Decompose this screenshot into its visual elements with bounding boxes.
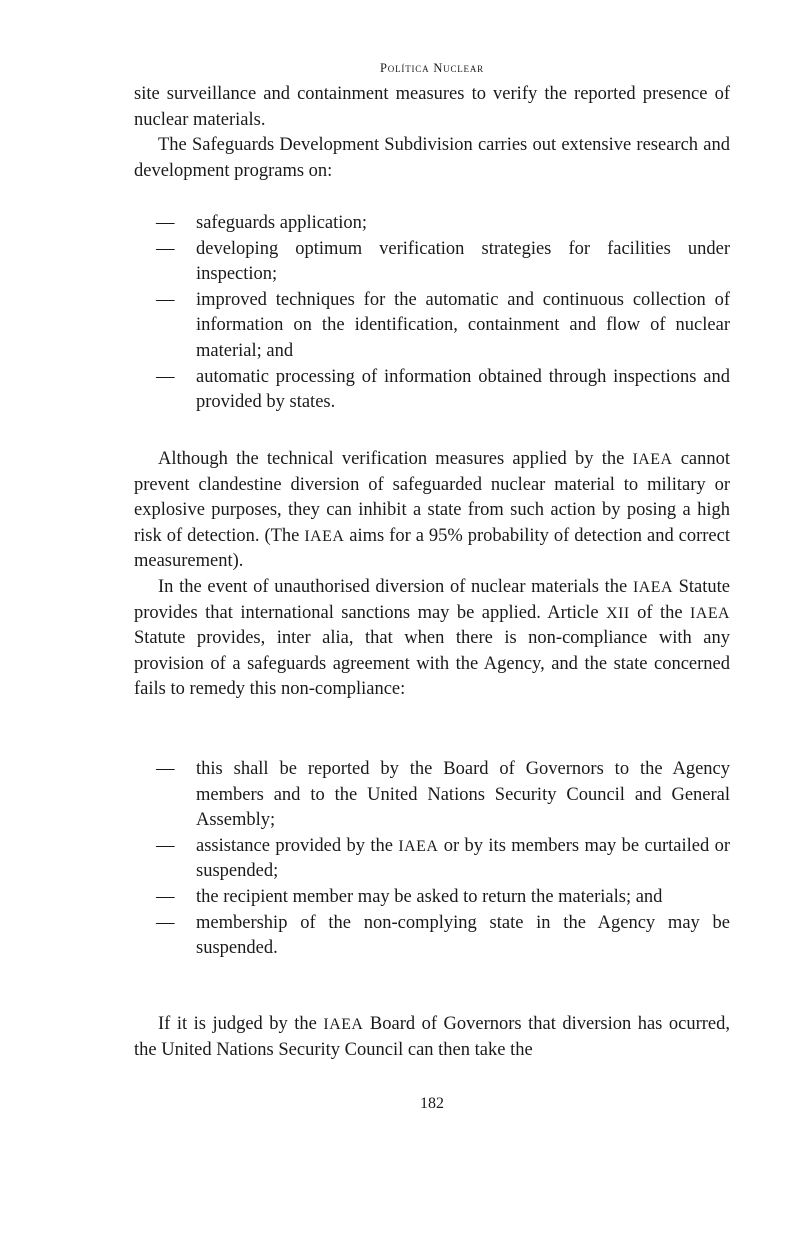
list-item-text: this shall be reported by the Board of Governors to the Agency members and to the United Nations Security Council and General Assembly; [196, 759, 730, 831]
section-verification [134, 447, 730, 703]
acronym-iaea: IAEA [632, 578, 673, 596]
paragraph-security-council: If it is judged by the IAEA Board of Governors that diversion has ocurred, the United Nations Security Council can then take the [134, 1014, 730, 1060]
list-item-text: safeguards application; [196, 213, 368, 233]
acronym-iaea: IAEA [632, 451, 673, 468]
paragraph-verification-measures: Although the technical verification measures applied by the IAEA cannot prevent clandestine diversion of safeguarded nuclear material to military or explosive purposes, they can inhibit a state from such action by posing a high risk of detection. (The IAEA aims for a 95% probability of detection and correct measurement). [134, 449, 731, 572]
page-number: 182 [420, 1095, 444, 1112]
list-item-text: developing optimum verification strategies for facilities under inspection; [196, 238, 730, 285]
section-intro [134, 82, 730, 184]
dash-bullet: — [156, 835, 175, 856]
list-item-text: automatic processing of information obtained through inspections and provided by states. [196, 366, 730, 413]
list-research-programs [134, 211, 730, 416]
article-number: XII [606, 604, 630, 622]
list-item [134, 211, 730, 237]
list-item [134, 237, 730, 288]
list-item-text: the recipient member may be asked to return the materials; and [196, 886, 663, 907]
paragraph-safeguards-development: The Safeguards Development Subdivision carries out extensive research and development programs on: [134, 135, 730, 181]
acronym-iaea: IAEA [398, 837, 439, 855]
list-item-text: assistance provided by the IAEA or by its members may be curtailed or suspended; [196, 835, 731, 882]
paragraph-continuation: site surveillance and containment measures to verify the reported presence of nuclear materials. [134, 84, 730, 130]
dash-bullet: — [156, 759, 175, 779]
list-item-text: improved techniques for the automatic and continuous collection of information on the identification, containment and flow of nuclear material; and [196, 289, 730, 361]
list-item [134, 757, 730, 834]
list-item [134, 911, 730, 962]
list-item [134, 365, 730, 416]
dash-bullet: — [156, 886, 175, 907]
acronym-iaea: IAEA [690, 604, 731, 622]
acronym-iaea: IAEA [304, 527, 345, 545]
list-sanctions [134, 757, 730, 962]
dash-bullet: — [156, 213, 175, 233]
list-item-text: membership of the non-complying state in the Agency may be suspended. [196, 912, 730, 959]
dash-bullet: — [156, 366, 175, 387]
list-item [134, 288, 730, 365]
list-item [134, 834, 730, 885]
dash-bullet: — [156, 289, 175, 310]
section-closing [134, 1012, 730, 1063]
dash-bullet: — [156, 238, 175, 259]
dash-bullet: — [156, 912, 175, 933]
acronym-iaea: IAEA [323, 1016, 364, 1033]
list-item [134, 885, 730, 911]
paragraph-sanctions: In the event of unauthorised diversion of nuclear materials the IAEA Statute provides that international sanctions may be applied. Article XII of the IAEA Statute provides, inter alia, that when there is non-compliance with any provision of a safeguards agreement with the Agency, and the state concerned fails to remedy this non-compliance: [134, 576, 731, 700]
running-head: Política Nuclear [380, 61, 484, 75]
